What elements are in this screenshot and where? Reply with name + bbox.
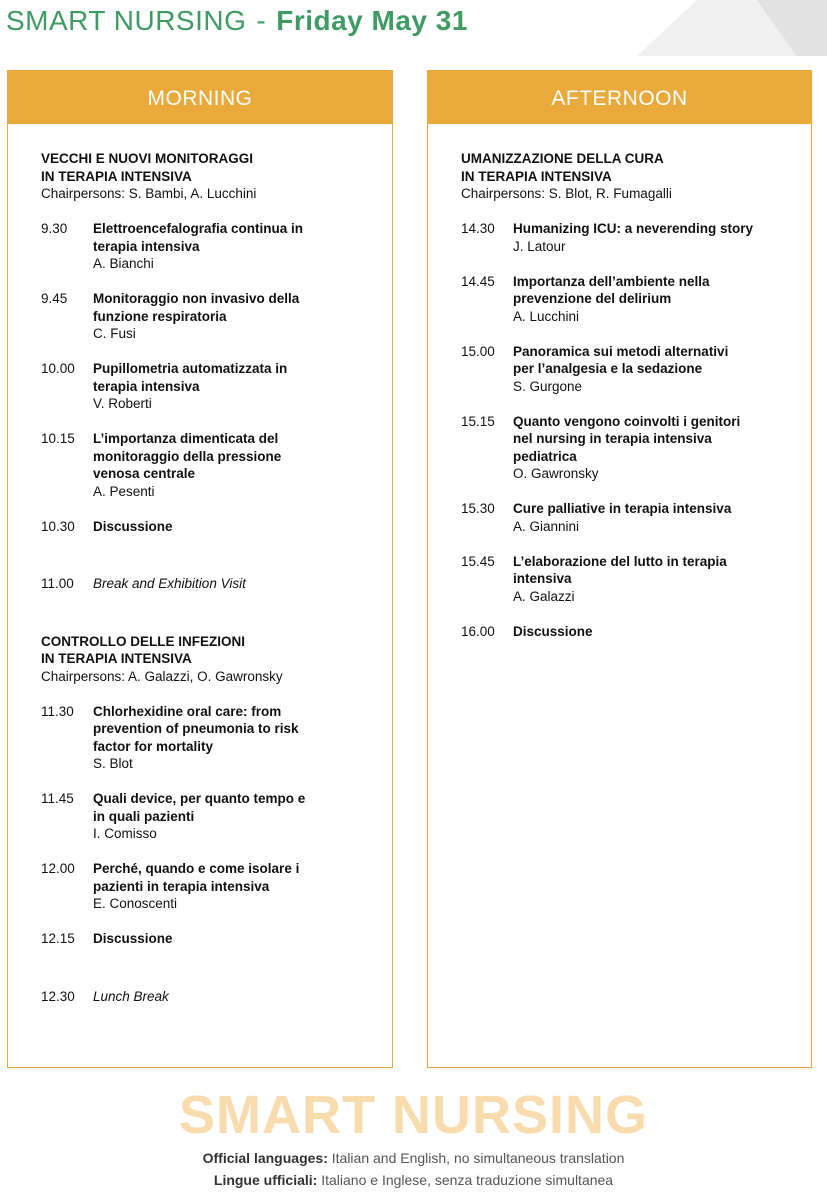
agenda-item	[41, 790, 392, 843]
item-time: 11.30	[41, 703, 74, 719]
item-title: L’elaborazione del lutto in terapia intensiva	[513, 553, 727, 586]
item-time: 12.30	[41, 988, 75, 1004]
item-time: 12.00	[41, 861, 75, 876]
item-time: 14.30	[461, 221, 495, 236]
item-title: Discussione	[513, 623, 593, 639]
afternoon-column	[427, 70, 812, 1068]
agenda-item	[461, 553, 811, 606]
item-speaker: A. Giannini	[513, 518, 580, 534]
item-time: 11.00	[41, 576, 74, 591]
item-time: 14.45	[461, 273, 495, 289]
agenda-item	[41, 860, 392, 913]
chairpersons: Chairpersons: S. Bambi, A. Lucchini	[41, 186, 257, 201]
item-time: 15.45	[461, 553, 495, 569]
page-header	[0, 0, 827, 60]
header-date: Friday May 31	[276, 5, 468, 36]
agenda-item	[41, 430, 392, 500]
item-speaker: A. Lucchini	[513, 308, 580, 324]
item-speaker: O. Gawronsky	[513, 466, 599, 481]
session-title	[461, 150, 811, 185]
item-time: 15.15	[461, 413, 495, 429]
session-title-line: UMANIZZAZIONE DELLA CURA	[461, 151, 664, 166]
agenda-item	[41, 220, 392, 273]
session-title-line: VECCHI E NUOVI MONITORAGGI	[41, 151, 254, 166]
item-speaker: V. Roberti	[93, 396, 152, 411]
item-time: 12.15	[41, 931, 75, 946]
item-time: 10.15	[41, 431, 75, 446]
item-title: Elettroencefalografia continua in terapia intensiva	[93, 221, 304, 254]
item-title: L’importanza dimenticata del monitoraggio della pressione venosa centrale	[93, 431, 282, 481]
agenda-item	[41, 518, 392, 536]
item-title: Humanizing ICU: a neverending story	[513, 221, 754, 236]
morning-column	[7, 70, 393, 1068]
agenda-item	[41, 703, 392, 773]
item-speaker: C. Fusi	[93, 326, 136, 341]
item-title: Chlorhexidine oral care: from prevention of pneumonia to risk factor for mortality	[93, 703, 299, 754]
agenda-item	[461, 500, 811, 535]
item-speaker: A. Galazzi	[513, 588, 575, 604]
official-languages-text: Italian and English, no simultaneous translation	[327, 1150, 625, 1166]
item-title: Cure palliative in terapia intensiva	[513, 501, 732, 516]
item-time: 9.45	[41, 291, 68, 306]
agenda-item	[461, 343, 811, 396]
session-title	[41, 633, 392, 668]
session-title-line: CONTROLLO DELLE INFEZIONI	[41, 633, 245, 649]
item-title: Quali device, per quanto tempo e in quali pazienti	[93, 791, 306, 824]
page-title	[6, 5, 468, 37]
item-title: Break and Exhibition Visit	[93, 576, 246, 591]
afternoon-heading: AFTERNOON	[428, 71, 811, 124]
agenda-item	[461, 623, 811, 641]
corner-decoration	[637, 0, 827, 56]
chairpersons: Chairpersons: S. Blot, R. Fumagalli	[461, 186, 672, 201]
item-title: Monitoraggio non invasivo della funzione respiratoria	[93, 291, 300, 324]
header-separator: -	[256, 5, 267, 36]
agenda-item	[41, 360, 392, 413]
lingue-ufficiali	[0, 1169, 827, 1191]
session-title-line: IN TERAPIA INTENSIVA	[461, 168, 612, 184]
page-footer	[0, 1083, 827, 1191]
break-item	[41, 575, 392, 593]
lingue-ufficiali-label: Lingue ufficiali:	[213, 1172, 318, 1188]
item-speaker: J. Latour	[513, 238, 566, 254]
item-time: 16.00	[461, 623, 495, 639]
item-title: Discussione	[93, 518, 173, 534]
item-speaker: A. Bianchi	[93, 256, 154, 271]
item-speaker: A. Pesenti	[93, 483, 155, 499]
agenda-item	[461, 220, 811, 255]
item-speaker: E. Conoscenti	[93, 896, 178, 911]
lingue-ufficiali-text: Italiano e Inglese, senza traduzione simultanea	[317, 1172, 614, 1188]
item-title: Perché, quando e come isolare i pazienti in terapia intensiva	[93, 861, 300, 894]
agenda-item	[461, 413, 811, 483]
session-title-line: IN TERAPIA INTENSIVA	[41, 168, 192, 184]
item-time: 10.30	[41, 518, 75, 534]
item-title: Pupillometria automatizzata in terapia intensiva	[93, 361, 288, 394]
item-title: Discussione	[93, 931, 173, 946]
agenda-item	[41, 930, 392, 948]
item-speaker: I. Comisso	[93, 826, 157, 841]
session-title	[41, 150, 392, 185]
morning-heading: MORNING	[8, 71, 392, 124]
item-time: 15.30	[461, 501, 495, 516]
official-languages-label: Official languages:	[202, 1150, 328, 1166]
break-item	[41, 988, 392, 1006]
item-title: Quanto vengono coinvolti i genitori nel nursing in terapia intensiva pediatrica	[513, 413, 741, 464]
item-time: 11.45	[41, 791, 74, 806]
chairpersons: Chairpersons: A. Galazzi, O. Gawronsky	[41, 668, 283, 684]
item-speaker: S. Gurgone	[513, 378, 583, 394]
footer-brand: SMART NURSING	[179, 1085, 648, 1145]
item-time: 10.00	[41, 361, 75, 376]
item-title: Importanza dell’ambiente nella prevenzione del delirium	[513, 273, 710, 306]
session-title-line: IN TERAPIA INTENSIVA	[41, 651, 192, 666]
header-brand: SMART NURSING	[6, 5, 247, 36]
item-time: 15.00	[461, 343, 495, 359]
official-languages	[0, 1147, 827, 1169]
item-title: Lunch Break	[93, 988, 169, 1004]
item-speaker: S. Blot	[93, 756, 133, 771]
agenda-item	[41, 290, 392, 343]
agenda-item	[461, 273, 811, 326]
item-time: 9.30	[41, 221, 68, 236]
item-title: Panoramica sui metodi alternativi per l’analgesia e la sedazione	[513, 343, 729, 376]
